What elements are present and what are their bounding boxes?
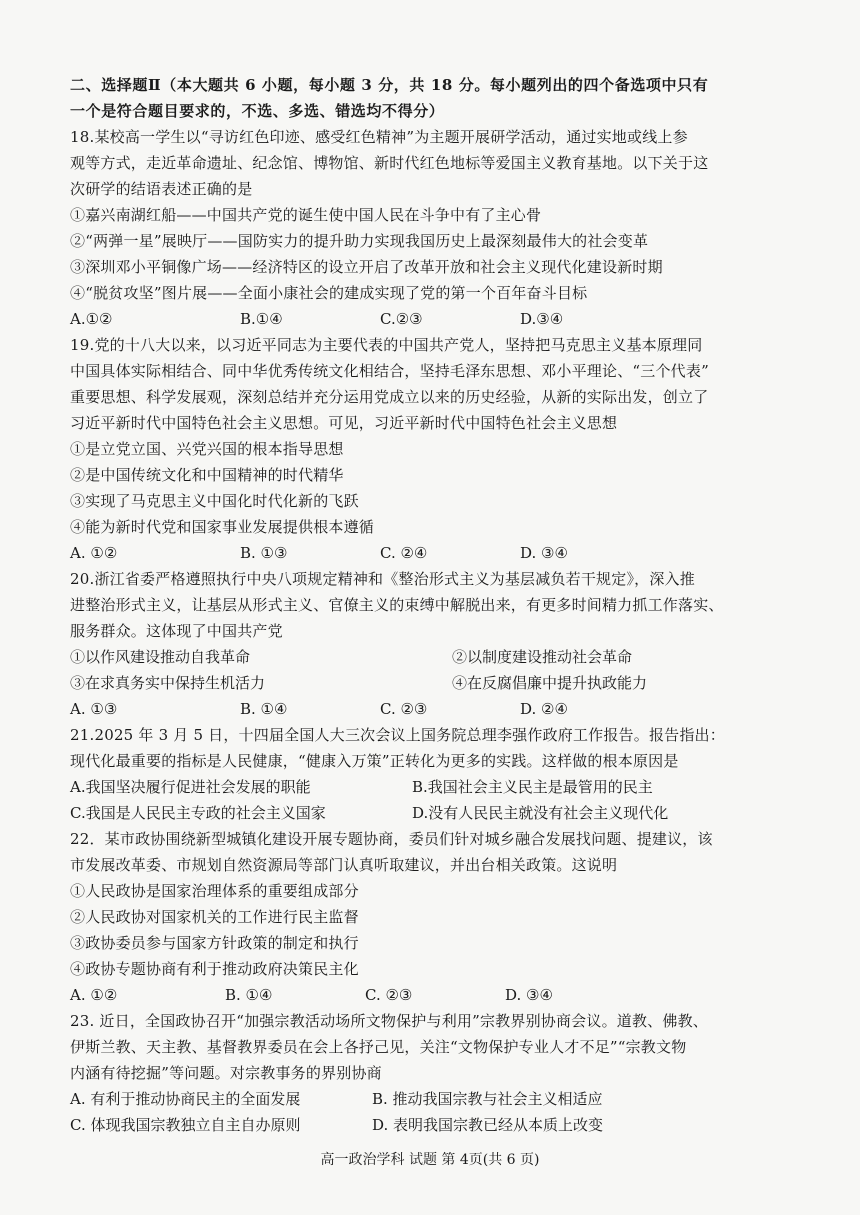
q20-statement-3: ③在求真务实中保持生机活力 <box>70 674 266 692</box>
q19-option-b: B. ①③ <box>240 544 288 562</box>
q22-statement-2: ②人民政协对国家机关的工作进行民主监督 <box>70 908 359 926</box>
q19-stem-1: 19.党的十八大以来，以习近平同志为主要代表的中国共产党人，坚持把马克思主义基本原理同 <box>70 336 703 354</box>
q23-stem-2: 伊斯兰教、天主教、基督教界委员在会上各抒己见，关注“文物保护专业人才不足”“宗教文物 <box>70 1038 687 1056</box>
q22-statement-3: ③政协委员参与国家方针政策的制定和执行 <box>70 934 359 952</box>
q19-stem-2: 中国具体实际相结合、同中华优秀传统文化相结合，坚持毛泽东思想、邓小平理论、“三个代表” <box>70 362 709 380</box>
q22-statement-4: ④政协专题协商有利于推动政府决策民主化 <box>70 960 359 978</box>
q18-statement-2: ②“两弹一星”展映厅——国防实力的提升助力实现我国历史上最深刻最伟大的社会变革 <box>70 232 649 250</box>
q19-option-a: A. ①② <box>70 544 118 562</box>
q22-option-b: B. ①④ <box>225 986 273 1004</box>
q23-option-c: C. 体现我国宗教独立自主自办原则 <box>70 1116 301 1134</box>
q19-statement-1: ①是立党立国、兴党兴国的根本指导思想 <box>70 440 344 458</box>
q22-option-d: D. ③④ <box>505 986 553 1004</box>
q18-option-d: D.③④ <box>520 310 564 328</box>
q22-option-a: A. ①② <box>70 986 118 1004</box>
q20-statement-2: ②以制度建设推动社会革命 <box>452 648 633 666</box>
q18-stem-2: 观等方式，走近革命遗址、纪念馆、博物馆、新时代红色地标等爱国主义教育基地。以下关于这 <box>70 154 709 172</box>
q21-option-a: A.我国坚决履行促进社会发展的职能 <box>70 778 311 796</box>
q20-stem-2: 进整治形式主义，让基层从形式主义、官僚主义的束缚中解脱出来，有更多时间精力抓工作落实、 <box>70 596 724 614</box>
q22-statement-1: ①人民政协是国家治理体系的重要组成部分 <box>70 882 359 900</box>
q20-stem-3: 服务群众。这体现了中国共产党 <box>70 622 283 640</box>
q20-statement-4: ④在反腐倡廉中提升执政能力 <box>452 674 648 692</box>
q21-stem-1: 21.2025 年 3 月 5 日，十四届全国人大三次会议上国务院总理李强作政府工作报告。报告指出： <box>70 726 725 744</box>
q20-option-d: D. ②④ <box>520 700 568 718</box>
q23-option-b: B. 推动我国宗教与社会主义相适应 <box>372 1090 603 1108</box>
q22-stem-2: 市发展改革委、市规划自然资源局等部门认真听取建议，并出台相关政策。这说明 <box>70 856 618 874</box>
q19-option-d: D. ③④ <box>520 544 568 562</box>
q19-stem-3: 重要思想、科学发展观，深刻总结并充分运用党成立以来的历史经验，从新的实际出发，创立了 <box>70 388 709 406</box>
q21-option-d: D.没有人民民主就没有社会主义现代化 <box>412 804 669 822</box>
q20-statement-1: ①以作风建设推动自我革命 <box>70 648 251 666</box>
q18-option-b: B.①④ <box>240 310 283 328</box>
q23-stem-1: 23. 近日，全国政协召开“加强宗教活动场所文物保护与利用”宗教界别协商会议。道教、佛教、 <box>70 1012 708 1030</box>
q18-option-c: C.②③ <box>380 310 423 328</box>
q18-stem-1: 18.某校高一学生以“寻访红色印迹、感受红色精神”为主题开展研学活动，通过实地或线上参 <box>70 128 688 146</box>
q22-stem-1: 22．某市政协围绕新型城镇化建设开展专题协商，委员们针对城乡融合发展找问题、提建议，该 <box>70 830 713 848</box>
q18-statement-1: ①嘉兴南湖红船——中国共产党的诞生使中国人民在斗争中有了主心骨 <box>70 206 542 224</box>
q18-option-a: A.①② <box>70 310 113 328</box>
q20-option-b: B. ①④ <box>240 700 288 718</box>
q19-option-c: C. ②④ <box>380 544 428 562</box>
q22-option-c: C. ②③ <box>365 986 413 1004</box>
q20-option-c: C. ②③ <box>380 700 428 718</box>
q18-stem-3: 次研学的结语表述正确的是 <box>70 180 253 198</box>
q21-option-c: C.我国是人民民主专政的社会主义国家 <box>70 804 326 822</box>
q19-statement-3: ③实现了马克思主义中国化时代化新的飞跃 <box>70 492 359 510</box>
q18-statement-4: ④“脱贫攻坚”图片展——全面小康社会的建成实现了党的第一个百年奋斗目标 <box>70 284 588 302</box>
section-header-line-2: 一个是符合题目要求的，不选、多选、错选均不得分） <box>70 102 445 120</box>
q21-option-b: B.我国社会主义民主是最管用的民主 <box>412 778 653 796</box>
page-footer: 高一政治学科 试题 第 4页(共 6 页) <box>320 1152 540 1168</box>
q23-option-a: A. 有利于推动协商民主的全面发展 <box>70 1090 301 1108</box>
q20-stem-1: 20.浙江省委严格遵照执行中央八项规定精神和《整治形式主义为基层减负若干规定》，深入推 <box>70 570 695 588</box>
q19-statement-4: ④能为新时代党和国家事业发展提供根本遵循 <box>70 518 375 536</box>
q19-stem-4: 习近平新时代中国特色社会主义思想。可见，习近平新时代中国特色社会主义思想 <box>70 414 618 432</box>
q19-statement-2: ②是中国传统文化和中国精神的时代精华 <box>70 466 344 484</box>
q23-stem-3: 内涵有待挖掘”等问题。对宗教事务的界别协商 <box>70 1064 382 1082</box>
q18-statement-3: ③深圳邓小平铜像广场——经济特区的设立开启了改革开放和社会主义现代化建设新时期 <box>70 258 663 276</box>
section-header-line-1: 二、选择题Ⅱ（本大题共 6 小题，每小题 3 分，共 18 分。每小题列出的四个备选项中只有 <box>70 76 709 94</box>
q21-stem-2: 现代化最重要的指标是人民健康，“健康入万策”正转化为更多的实践。这样做的根本原因是 <box>70 752 679 770</box>
q23-option-d: D. 表明我国宗教已经从本质上改变 <box>372 1116 604 1134</box>
q20-option-a: A. ①③ <box>70 700 118 718</box>
